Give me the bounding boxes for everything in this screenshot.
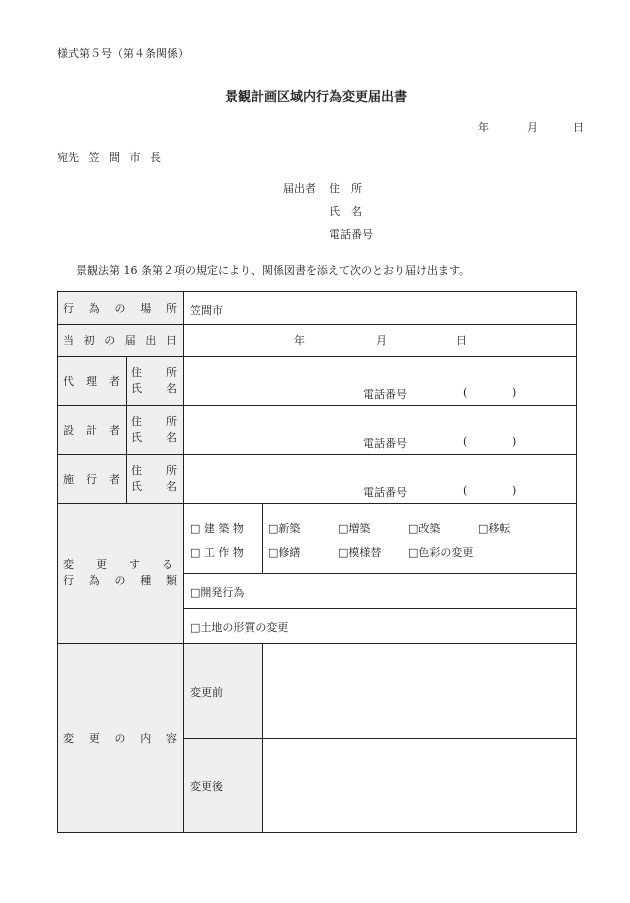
land-alteration-checkbox[interactable]: □土地の形質の変更 xyxy=(190,621,289,634)
color-change-checkbox[interactable]: □色彩の変更 xyxy=(408,546,474,559)
reconstruction-checkbox[interactable]: □改築 xyxy=(408,522,441,535)
contractor-phone-close: ) xyxy=(512,484,517,497)
remodel-checkbox[interactable]: □模様替 xyxy=(338,546,382,559)
applicant-heading: 届出者 xyxy=(283,182,316,195)
agent-sub-labels: 住 所 氏 名 xyxy=(131,365,177,395)
notification-table xyxy=(57,291,577,833)
initial-date-year: 年 xyxy=(294,334,305,347)
date-month: 月 xyxy=(527,121,538,134)
initial-date-label: 当 初 の 届 出 日 xyxy=(63,334,177,347)
form-number: 様式第５号（第４条関係） xyxy=(57,47,189,60)
before-field[interactable] xyxy=(263,644,576,738)
designer-phone-label: 電話番号 xyxy=(363,437,407,450)
applicant-name-label: 氏 名 xyxy=(329,205,362,218)
location-value: 笠間市 xyxy=(190,304,223,317)
agent-label: 代 理 者 xyxy=(63,374,120,388)
extension-checkbox[interactable]: □増築 xyxy=(338,522,371,535)
building-checkbox[interactable]: □ 建 築 物 xyxy=(190,522,244,535)
document-title: 景観計画区域内行為変更届出書 xyxy=(225,90,408,105)
contractor-phone-label: 電話番号 xyxy=(363,486,407,499)
applicant-phone-label: 電話番号 xyxy=(329,228,373,241)
initial-date-day: 日 xyxy=(456,334,467,347)
designer-phone-close: ) xyxy=(512,435,517,448)
after-label: 変更後 xyxy=(190,780,223,793)
content-label: 変 更 の 内 容 xyxy=(63,731,177,745)
contractor-label: 施 行 者 xyxy=(63,472,120,486)
agent-phone-open: ( xyxy=(463,386,468,399)
relocation-checkbox[interactable]: □移転 xyxy=(478,522,511,535)
date-year: 年 xyxy=(478,121,489,134)
new-construction-checkbox[interactable]: □新築 xyxy=(268,522,301,535)
applicant-address-label: 住 所 xyxy=(329,182,362,195)
agent-phone-label: 電話番号 xyxy=(363,388,407,401)
after-field[interactable] xyxy=(263,739,576,832)
date-day: 日 xyxy=(573,121,584,134)
kind-label: 変 更 す る 行 為 の 種 類 xyxy=(63,558,177,587)
location-label: 行 為 の 場 所 xyxy=(63,302,177,315)
contractor-sub-labels: 住 所 氏 名 xyxy=(131,463,177,493)
designer-phone-open: ( xyxy=(463,435,468,448)
initial-date-month: 月 xyxy=(376,334,387,347)
designer-label: 設 計 者 xyxy=(63,423,120,437)
contractor-phone-open: ( xyxy=(463,484,468,497)
designer-sub-labels: 住 所 氏 名 xyxy=(131,414,177,444)
intro-text: 景観法第 16 条第２項の規定により、関係図書を添えて次のとおり届け出ます。 xyxy=(76,264,471,277)
development-checkbox[interactable]: □開発行為 xyxy=(190,586,245,599)
structure-checkbox[interactable]: □ 工 作 物 xyxy=(190,546,244,559)
repair-checkbox[interactable]: □修繕 xyxy=(268,546,301,559)
agent-phone-close: ) xyxy=(512,386,517,399)
before-label: 変更前 xyxy=(190,686,223,699)
addressee: 宛先 笠 間 市 長 xyxy=(57,151,161,164)
